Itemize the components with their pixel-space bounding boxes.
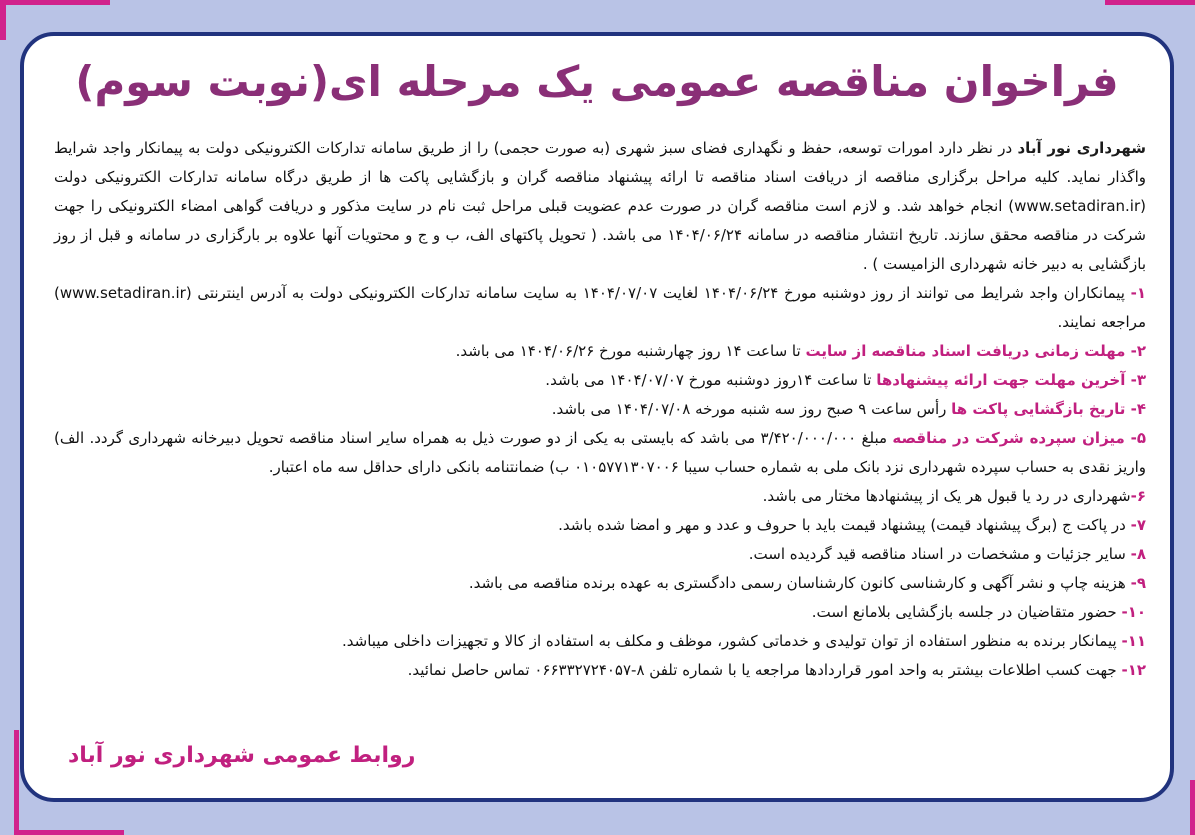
item-7-text: در پاکت ج (برگ پیشنهاد قیمت) پیشنهاد قیمت باید با حروف و عدد و مهر و امضا شده باشد. xyxy=(558,516,1131,534)
item-5 xyxy=(54,424,1146,482)
item-2-label: مهلت زمانی دریافت اسناد مناقصه از سایت xyxy=(805,342,1131,360)
item-3-text: تا ساعت ۱۴روز دوشنبه مورخ ۱۴۰۴/۰۷/۰۷ می باشد. xyxy=(545,371,877,389)
intro-text-1: در نظر دارد امورات توسعه، حفظ و نگهداری فضای سبز شهری (به صورت حجمی) را از طریق سامانه تدارکات الکترونیکی دولت به پیمانکار واجد شرایط واگذار نماید. کلیه مراحل برگزاری مناقصه از دریافت اسناد مناقصه تا ارائه پیشنهاد مناقصه گران و بازگشایی پاکت ها از طریق درگاه سامانه تدارکات الکترونیکی دولت ( xyxy=(54,139,1146,215)
item-1 xyxy=(54,279,1146,337)
item-3 xyxy=(54,366,1146,395)
corner-mark-top-left xyxy=(0,0,110,5)
item-9-text: هزینه چاپ و نشر آگهی و کارشناسی کانون کارشناسان رسمی دادگستری به عهده برنده مناقصه می باشد. xyxy=(468,574,1131,592)
item-1-website-url: www.setadiran.ir xyxy=(59,284,186,302)
item-11 xyxy=(54,627,1146,656)
item-4-number: ۴- xyxy=(1130,400,1146,418)
item-10-text: حضور متقاضیان در جلسه بازگشایی بلامانع است. xyxy=(811,603,1122,621)
item-5-label: میزان سپرده شرکت در مناقصه xyxy=(892,429,1131,447)
corner-mark-bottom-left-horizontal xyxy=(14,830,124,835)
corner-mark-bottom-left xyxy=(14,730,19,835)
item-6-text: شهرداری در رد یا قبول هر یک از پیشنهادها مختار می باشد. xyxy=(762,487,1131,505)
item-12-text: جهت کسب اطلاعات بیشتر به واحد امور قراردادها مراجعه یا با شماره تلفن ۸-۰۶۶۳۳۲۷۲۴۰۵۷ تماس حاصل نمائید. xyxy=(407,661,1122,679)
corner-mark-top-left-vertical xyxy=(0,0,6,40)
item-7-number: ۷- xyxy=(1130,516,1146,534)
item-6-number: ۶- xyxy=(1130,487,1146,505)
corner-mark-top-right xyxy=(1105,0,1195,5)
notice-body xyxy=(54,134,1146,685)
item-5-text: مبلغ ۳/۴۲۰/۰۰۰/۰۰۰ می باشد که بایستی به یکی از دو صورت ذیل به همراه سایر اسناد مناقصه تحویل دبیرخانه شهرداری گردد. الف) واریز نقدی به حساب سپرده شهرداری نزد بانک ملی به شماره حساب سیبا ۰۱۰۵۷۷۱۳۰۷۰۰۶ ب) ضمانتنامه بانکی دارای حداقل سه ماه اعتبار. xyxy=(54,429,1146,476)
item-10 xyxy=(54,598,1146,627)
intro-text-2: ) انجام خواهد شد. و لازم است مناقصه گران در صورت عدم عضویت قبلی مراحل ثبت نام در سایت مذکور و دریافت گواهی امضاء الکترونیکی را جهت شرکت در مناقصه محقق سازند. تاریخ انتشار مناقصه در سامانه ۱۴۰۴/۰۶/۲۴ می باشد. ( تحویل پاکتهای الف، ب و ج و محتویات آنها علاوه بر بارگزاری در سامانه و قبل از روز بازگشایی به دبیر خانه شهرداری الزامیست ) . xyxy=(54,197,1146,273)
item-1-number: ۱- xyxy=(1130,284,1146,302)
item-9-number: ۹- xyxy=(1130,574,1146,592)
item-5-number: ۵- xyxy=(1130,429,1147,447)
municipality-name: شهرداری نور آباد xyxy=(1017,139,1146,157)
item-8-text: سایر جزئیات و مشخصات در اسناد مناقصه قید گردیده است. xyxy=(748,545,1131,563)
item-8 xyxy=(54,540,1146,569)
notice-frame xyxy=(20,32,1174,802)
intro-paragraph xyxy=(54,134,1146,279)
item-9 xyxy=(54,569,1146,598)
item-11-number: ۱۱- xyxy=(1121,632,1146,650)
item-2-text: تا ساعت ۱۴ روز چهارشنبه مورخ ۱۴۰۴/۰۶/۲۶ می باشد. xyxy=(455,342,806,360)
item-4-label: تاریخ بازگشایی پاکت ها xyxy=(951,400,1131,418)
notice-title: فراخوان مناقصه عمومی یک مرحله ای(نوبت سوم) xyxy=(75,57,1119,106)
item-1-text-1: پیمانکاران واجد شرایط می توانند از روز دوشنبه مورخ ۱۴۰۴/۰۶/۲۴ لغایت ۱۴۰۴/۰۷/۰۷ به سایت سامانه تدارکات الکترونیکی دولت به آدرس اینترنتی ( xyxy=(185,284,1131,302)
item-12 xyxy=(54,656,1146,685)
item-4-text: رأس ساعت ۹ صبح روز سه شنبه مورخه ۱۴۰۴/۰۷/۰۸ می باشد. xyxy=(551,400,952,418)
item-8-number: ۸- xyxy=(1130,545,1146,563)
intro-website-url: www.setadiran.ir xyxy=(1014,197,1141,215)
item-11-text: پیمانکار برنده به منظور استفاده از توان تولیدی و خدماتی کشور، موظف و مکلف به استفاده از کالا و تجهیزات داخلی میباشد. xyxy=(342,632,1122,650)
item-3-label: آخرین مهلت جهت ارائه پیشنهادها xyxy=(876,371,1131,389)
item-2 xyxy=(54,337,1146,366)
item-3-number: ۳- xyxy=(1130,371,1146,389)
public-relations-signature: روابط عمومی شهرداری نور آباد xyxy=(68,743,416,768)
item-10-number: ۱۰- xyxy=(1121,603,1146,621)
item-2-number: ۲- xyxy=(1130,342,1146,360)
corner-mark-bottom-right xyxy=(1190,780,1195,835)
item-7 xyxy=(54,511,1146,540)
item-12-number: ۱۲- xyxy=(1121,661,1146,679)
item-1-text-2: ) مراجعه نمایند. xyxy=(54,284,1146,331)
item-6 xyxy=(54,482,1146,511)
item-4 xyxy=(54,395,1146,424)
